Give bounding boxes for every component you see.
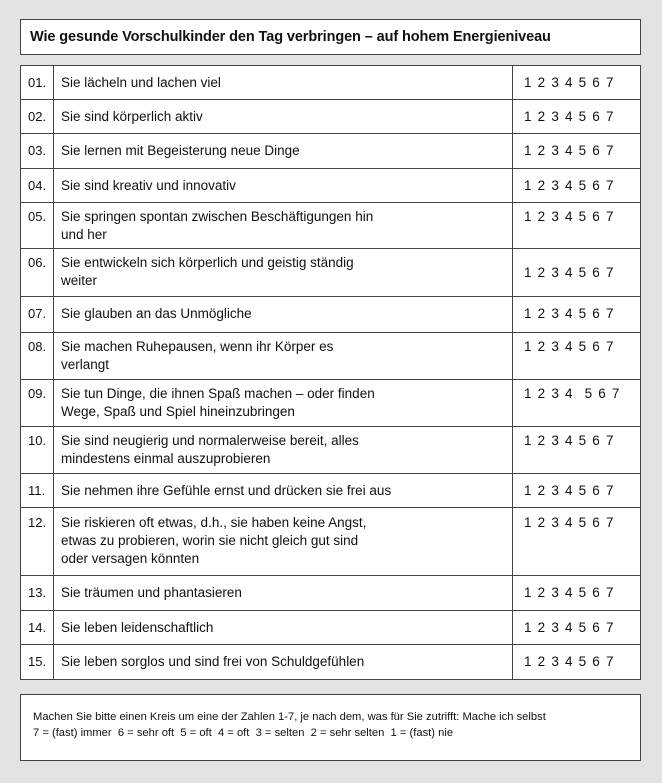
table-row bbox=[21, 203, 641, 249]
item-number: 06. bbox=[21, 249, 54, 297]
item-number: 08. bbox=[21, 333, 54, 380]
item-statement: Sie nehmen ihre Gefühle ernst und drücken sie frei aus bbox=[54, 474, 513, 508]
item-number: 01. bbox=[21, 66, 54, 100]
item-statement: Sie leben sorglos und sind frei von Schuldgefühlen bbox=[54, 645, 513, 680]
item-number: 03. bbox=[21, 134, 54, 169]
table-row bbox=[21, 333, 641, 380]
rating-scale: 1 2 3 4 5 6 7 bbox=[513, 474, 641, 508]
item-statement: Sie lächeln und lachen viel bbox=[54, 66, 513, 100]
instructions-line-2: 7 = (fast) immer 6 = sehr oft 5 = oft 4 = oft 3 = selten 2 = sehr selten 1 = (fast) nie bbox=[33, 727, 454, 739]
item-statement: Sie glauben an das Unmögliche bbox=[54, 297, 513, 333]
item-number: 02. bbox=[21, 100, 54, 134]
table-row bbox=[21, 380, 641, 427]
table-row bbox=[21, 576, 641, 611]
instructions-line-1: Machen Sie bitte einen Kreis um eine der Zahlen 1-7, je nach dem, was für Sie zutrifft: Mache ich selbst bbox=[33, 711, 546, 723]
rating-scale: 1 2 3 4 5 6 7 bbox=[513, 66, 641, 100]
table-row bbox=[21, 100, 641, 134]
item-number: 07. bbox=[21, 297, 54, 333]
rating-scale: 1 2 3 4 5 6 7 bbox=[513, 611, 641, 645]
item-number: 10. bbox=[21, 427, 54, 474]
item-number: 12. bbox=[21, 508, 54, 576]
item-statement: Sie sind neugierig und normalerweise bereit, alles mindestens einmal auszuprobieren bbox=[54, 427, 513, 474]
item-number: 05. bbox=[21, 203, 54, 249]
item-statement: Sie tun Dinge, die ihnen Spaß machen – oder finden Wege, Spaß und Spiel hineinzubringen bbox=[54, 380, 513, 427]
table-row bbox=[21, 134, 641, 169]
rating-scale: 1 2 3 4 5 6 7 bbox=[513, 297, 641, 333]
rating-scale: 1 2 3 4 5 6 7 bbox=[513, 576, 641, 611]
table-row bbox=[21, 66, 641, 100]
item-number: 15. bbox=[21, 645, 54, 680]
table-row bbox=[21, 427, 641, 474]
rating-scale: 1 2 3 4 5 6 7 bbox=[513, 380, 641, 427]
rating-scale: 1 2 3 4 5 6 7 bbox=[513, 427, 641, 474]
table-row bbox=[21, 645, 641, 680]
rating-scale: 1 2 3 4 5 6 7 bbox=[513, 249, 641, 297]
rating-scale: 1 2 3 4 5 6 7 bbox=[513, 645, 641, 680]
item-statement: Sie machen Ruhepausen, wenn ihr Körper es verlangt bbox=[54, 333, 513, 380]
table-row bbox=[21, 169, 641, 203]
item-statement: Sie entwickeln sich körperlich und geistig ständig weiter bbox=[54, 249, 513, 297]
item-statement: Sie leben leidenschaftlich bbox=[54, 611, 513, 645]
rating-scale: 1 2 3 4 5 6 7 bbox=[513, 100, 641, 134]
table-row bbox=[21, 249, 641, 297]
table-row bbox=[21, 297, 641, 333]
page-title: Wie gesunde Vorschulkinder den Tag verbringen – auf hohem Energieniveau bbox=[20, 19, 641, 55]
item-statement: Sie riskieren oft etwas, d.h., sie haben keine Angst, etwas zu probieren, worin sie nicht gleich gut sind oder versagen könnten bbox=[54, 508, 513, 576]
item-number: 13. bbox=[21, 576, 54, 611]
rating-scale: 1 2 3 4 5 6 7 bbox=[513, 169, 641, 203]
item-statement: Sie träumen und phantasieren bbox=[54, 576, 513, 611]
rating-scale: 1 2 3 4 5 6 7 bbox=[513, 508, 641, 576]
rating-scale: 1 2 3 4 5 6 7 bbox=[513, 333, 641, 380]
rating-scale: 1 2 3 4 5 6 7 bbox=[513, 203, 641, 249]
table-row bbox=[21, 508, 641, 576]
item-number: 04. bbox=[21, 169, 54, 203]
rating-scale: 1 2 3 4 5 6 7 bbox=[513, 134, 641, 169]
table-row bbox=[21, 611, 641, 645]
instructions-box bbox=[20, 694, 641, 761]
item-statement: Sie sind körperlich aktiv bbox=[54, 100, 513, 134]
item-statement: Sie lernen mit Begeisterung neue Dinge bbox=[54, 134, 513, 169]
item-statement: Sie sind kreativ und innovativ bbox=[54, 169, 513, 203]
questionnaire-table bbox=[20, 65, 641, 680]
table-row bbox=[21, 474, 641, 508]
item-number: 11. bbox=[21, 474, 54, 508]
item-number: 09. bbox=[21, 380, 54, 427]
item-statement: Sie springen spontan zwischen Beschäftigungen hin und her bbox=[54, 203, 513, 249]
item-number: 14. bbox=[21, 611, 54, 645]
